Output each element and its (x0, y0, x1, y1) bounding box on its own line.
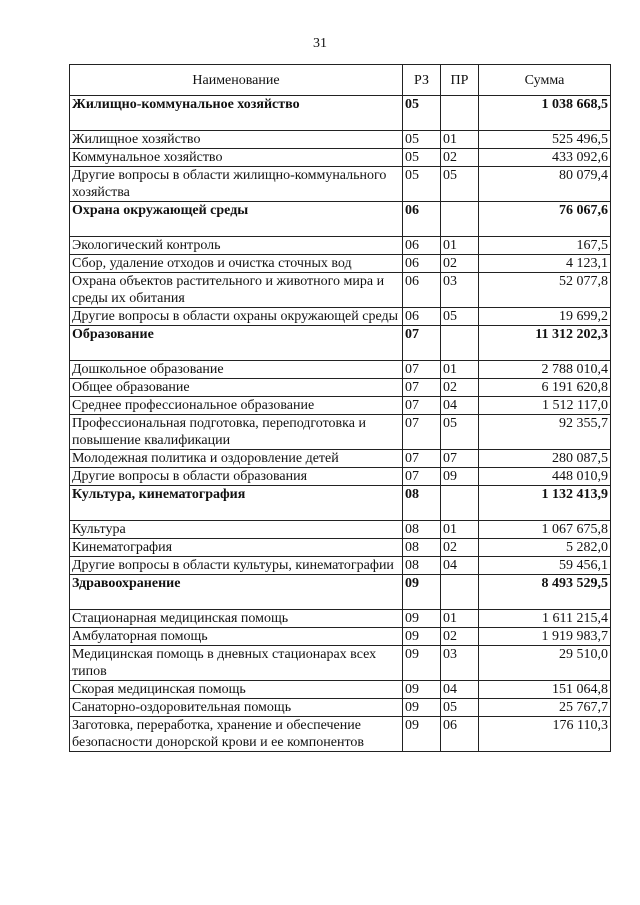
header-name: Наименование (70, 65, 403, 96)
cell-pr: 05 (441, 308, 479, 326)
table-header-row (70, 65, 611, 96)
table-row (70, 167, 611, 202)
cell-sum: 167,5 (479, 237, 611, 255)
cell-sum: 76 067,6 (479, 202, 611, 237)
cell-rz: 08 (403, 486, 441, 521)
cell-pr (441, 96, 479, 131)
cell-rz: 05 (403, 96, 441, 131)
table-row (70, 681, 611, 699)
cell-rz: 09 (403, 681, 441, 699)
header-rz: РЗ (403, 65, 441, 96)
cell-sum: 19 699,2 (479, 308, 611, 326)
cell-name: Дошкольное образование (70, 361, 403, 379)
section-row (70, 326, 611, 361)
cell-pr: 04 (441, 557, 479, 575)
table-row (70, 450, 611, 468)
cell-rz: 05 (403, 149, 441, 167)
cell-sum: 52 077,8 (479, 273, 611, 308)
cell-rz: 07 (403, 450, 441, 468)
cell-name: Жилищно-коммунальное хозяйство (70, 96, 403, 131)
section-row (70, 575, 611, 610)
cell-name: Кинематография (70, 539, 403, 557)
cell-name: Заготовка, переработка, хранение и обеспечение безопасности донорской крови и ее компонентов (70, 717, 403, 752)
cell-rz: 07 (403, 468, 441, 486)
cell-pr (441, 575, 479, 610)
cell-rz: 08 (403, 521, 441, 539)
cell-rz: 07 (403, 326, 441, 361)
cell-name: Другие вопросы в области охраны окружающей среды (70, 308, 403, 326)
cell-name: Культура, кинематография (70, 486, 403, 521)
cell-rz: 07 (403, 397, 441, 415)
table-row (70, 308, 611, 326)
cell-rz: 09 (403, 628, 441, 646)
budget-table (69, 64, 611, 752)
cell-sum: 176 110,3 (479, 717, 611, 752)
table-body (70, 96, 611, 752)
cell-rz: 06 (403, 255, 441, 273)
cell-sum: 25 767,7 (479, 699, 611, 717)
header-pr: ПР (441, 65, 479, 96)
table-row (70, 149, 611, 167)
cell-name: Охрана объектов растительного и животного мира и среды их обитания (70, 273, 403, 308)
cell-sum: 59 456,1 (479, 557, 611, 575)
cell-rz: 05 (403, 131, 441, 149)
cell-pr: 05 (441, 699, 479, 717)
section-row (70, 202, 611, 237)
cell-rz: 08 (403, 557, 441, 575)
cell-sum: 280 087,5 (479, 450, 611, 468)
cell-name: Общее образование (70, 379, 403, 397)
cell-pr: 01 (441, 237, 479, 255)
table-row (70, 521, 611, 539)
cell-pr: 06 (441, 717, 479, 752)
table-row (70, 610, 611, 628)
cell-pr: 03 (441, 273, 479, 308)
cell-name: Молодежная политика и оздоровление детей (70, 450, 403, 468)
cell-name: Охрана окружающей среды (70, 202, 403, 237)
cell-rz: 09 (403, 610, 441, 628)
cell-rz: 09 (403, 646, 441, 681)
cell-pr: 01 (441, 361, 479, 379)
section-row (70, 486, 611, 521)
cell-pr: 02 (441, 149, 479, 167)
cell-pr: 02 (441, 628, 479, 646)
cell-sum: 151 064,8 (479, 681, 611, 699)
table-row (70, 646, 611, 681)
cell-rz: 08 (403, 539, 441, 557)
cell-pr (441, 326, 479, 361)
cell-pr: 04 (441, 397, 479, 415)
cell-name: Стационарная медицинская помощь (70, 610, 403, 628)
cell-sum: 1 038 668,5 (479, 96, 611, 131)
cell-rz: 06 (403, 273, 441, 308)
cell-name: Санаторно-оздоровительная помощь (70, 699, 403, 717)
table-row (70, 557, 611, 575)
cell-name: Коммунальное хозяйство (70, 149, 403, 167)
cell-rz: 09 (403, 699, 441, 717)
cell-sum: 2 788 010,4 (479, 361, 611, 379)
cell-name: Экологический контроль (70, 237, 403, 255)
table-row (70, 468, 611, 486)
cell-sum: 1 067 675,8 (479, 521, 611, 539)
cell-name: Амбулаторная помощь (70, 628, 403, 646)
cell-pr: 01 (441, 610, 479, 628)
cell-sum: 6 191 620,8 (479, 379, 611, 397)
cell-name: Другие вопросы в области жилищно-коммунального хозяйства (70, 167, 403, 202)
table-row (70, 255, 611, 273)
cell-rz: 06 (403, 237, 441, 255)
cell-name: Среднее профессиональное образование (70, 397, 403, 415)
cell-pr: 05 (441, 167, 479, 202)
table-row (70, 273, 611, 308)
cell-sum: 1 919 983,7 (479, 628, 611, 646)
cell-name: Скорая медицинская помощь (70, 681, 403, 699)
table-row (70, 379, 611, 397)
cell-sum: 11 312 202,3 (479, 326, 611, 361)
cell-name: Здравоохранение (70, 575, 403, 610)
cell-pr: 02 (441, 379, 479, 397)
cell-name: Культура (70, 521, 403, 539)
cell-pr: 03 (441, 646, 479, 681)
cell-name: Сбор, удаление отходов и очистка сточных вод (70, 255, 403, 273)
cell-pr: 09 (441, 468, 479, 486)
table-row (70, 237, 611, 255)
cell-sum: 448 010,9 (479, 468, 611, 486)
cell-name: Профессиональная подготовка, переподготовка и повышение квалификации (70, 415, 403, 450)
cell-sum: 1 132 413,9 (479, 486, 611, 521)
section-row (70, 96, 611, 131)
table-row (70, 539, 611, 557)
table-row (70, 415, 611, 450)
cell-pr (441, 202, 479, 237)
cell-sum: 1 512 117,0 (479, 397, 611, 415)
table-row (70, 397, 611, 415)
cell-rz: 07 (403, 379, 441, 397)
cell-rz: 07 (403, 415, 441, 450)
cell-sum: 29 510,0 (479, 646, 611, 681)
cell-pr: 05 (441, 415, 479, 450)
table-row (70, 131, 611, 149)
cell-rz: 09 (403, 575, 441, 610)
cell-name: Другие вопросы в области образования (70, 468, 403, 486)
page-number: 31 (313, 36, 327, 51)
cell-sum: 525 496,5 (479, 131, 611, 149)
cell-pr: 02 (441, 539, 479, 557)
cell-name: Жилищное хозяйство (70, 131, 403, 149)
cell-pr: 07 (441, 450, 479, 468)
cell-sum: 1 611 215,4 (479, 610, 611, 628)
cell-pr: 01 (441, 521, 479, 539)
cell-rz: 06 (403, 202, 441, 237)
cell-name: Другие вопросы в области культуры, кинематографии (70, 557, 403, 575)
header-sum: Сумма (479, 65, 611, 96)
table-row (70, 699, 611, 717)
cell-pr (441, 486, 479, 521)
cell-sum: 92 355,7 (479, 415, 611, 450)
cell-sum: 8 493 529,5 (479, 575, 611, 610)
cell-sum: 80 079,4 (479, 167, 611, 202)
cell-sum: 5 282,0 (479, 539, 611, 557)
cell-sum: 4 123,1 (479, 255, 611, 273)
cell-rz: 07 (403, 361, 441, 379)
cell-pr: 04 (441, 681, 479, 699)
cell-rz: 09 (403, 717, 441, 752)
table-row (70, 717, 611, 752)
cell-sum: 433 092,6 (479, 149, 611, 167)
table-row (70, 361, 611, 379)
cell-name: Медицинская помощь в дневных стационарах всех типов (70, 646, 403, 681)
table-row (70, 628, 611, 646)
cell-pr: 01 (441, 131, 479, 149)
cell-name: Образование (70, 326, 403, 361)
cell-pr: 02 (441, 255, 479, 273)
cell-rz: 05 (403, 167, 441, 202)
cell-rz: 06 (403, 308, 441, 326)
